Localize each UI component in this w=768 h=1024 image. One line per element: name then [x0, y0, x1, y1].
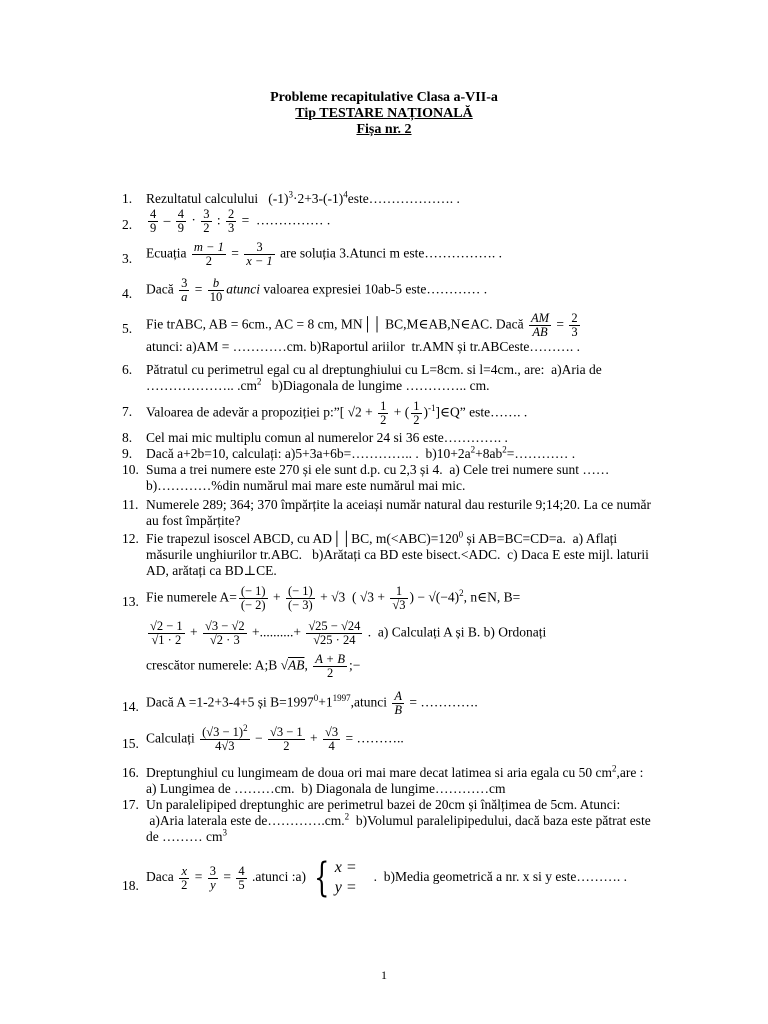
- document-title: Probleme recapitulative Clasa a-VII-a: [270, 90, 498, 105]
- document-subtitle: Tip TESTARE NAȚIONALĂ: [295, 106, 473, 121]
- page-number: 1: [381, 968, 387, 982]
- document-page: Probleme recapitulative Clasa a-VII-a Tip TESTARE NAȚIONALĂ Fișa nr. 2 1. Rezultatul calculului $(-1)^3\cdot 2+3-(-1)^4este\dots\dots\dots\dots\dots\dots$. . 2. $\frac{4}{9}$ – $\frac{4}{9}$ · $\frac{3}{2}$ : $\frac{2}{3}$ = …………… . 3. Ecuația $\frac{m - 1}{2}$ = $\frac{3}{x - 1}$ are soluția 3.Atunci m este……………. . 4. Dacă $\frac{3}{a}$ = $\frac{b}{10}$ atunci valoarea expresiei 10ab-5 este………… . 5. Fie trABC, AB = 6cm., AC = 8 cm, MN││ BC,M∈AB,N∈AC. Dacă $\frac{AM}{AB}$ = $\frac{2}{3}$ atunci: a)AM = …………cm. b)Raportul ariilor tr.AMN și tr.ABCeste………. . 6. Pătratul cu perimetrul egal cu al dreptunghiului cu L=8cm. si l=4cm., are: a)Aria de ……………….. $.cm^2$ b)Diagonala de lungime ………….. cm. 7. Valoarea de adevăr a propoziției p:”[ √2 + $\frac{1}{2}$ + ( $\frac{1}{2}$ )$^{-1}$]∈Q” este……. . 8. Cel mai mic multiplu comun al numerelor 24 si 36 este…………. . 9. Dacă a+2b=10, calculați: a)5+3a+6b=………….. . $b)10+2a^2+8ab^2=\dots\dots\dots\dots$ . 10. Suma a trei numere este 270 și ele sunt d.p. cu 2,3 și 4. a) Cele trei numere sunt …… b)…………%din numărul mai mare este numărul mai mic. 11. Numerele 289; 364; 370 împărțite la aceiași număr natural dau resturile 9;14;20. La ce număr au fost împărțite? 12. Fie trapezul isoscel ABCD, cu AD││BC, $m(<ABC)=120^0$ și AB=BC=CD=a. a) Aflați măsurile unghiurilor tr.ABC. b)Arătați ca BD este bisect.<ADC. c) Daca E este mijl. laturii AD, arătați ca BD⊥CE. 13. Fie numerele A= $\frac{(- 1)}{(- 2)}$ + $\frac{(- 1)}{(- 3)}$ + √3 ( √3 + $\frac{1}{√3}$ ) − $√(-4)^2$, n∈N, B= $\frac{√2 - 1}{√1 \cdot 2}$ + $\frac{√3 - √2}{√2 \cdot 3}$ +..........+ $\frac{√25 - √24}{√25 \cdot 24}$ . a) Calculați A și B. b) Ordonați crescător numerele: A;B √AB, $\frac{A + B}{2}$ ;− 14. Dacă A =1-2+3-4+5 și $B=1997^0+1^{1997},atunci$ $\frac{A}{B}$ = …………. 15. Calculați $\frac{(√3 - 1)^2}{4√3}$ − $\frac{√3 - 1}{2}$ + $\frac{√3}{4}$ = ……….. 16. Dreptunghiul cu lungimeam de doua ori mai mare decat latimea si aria egala cu 50 $cm^2,are$ : a) Lungimea de ………cm. b) Diagonala de lungime…………cm 17. Un paralelipiped dreptunghic are perimetrul bazei de 20cm și înălțimea de 5cm. Atunci: a)Aria laterala este de………….cm.$^2$ b)Volumul paralelipipedului, dacă baza este pătrat este de ……… $cm^3$ 18. Daca $\frac{x}{2}$ = $\frac{3}{y}$ = $\frac{4}{5}$ .atunci :a) { x = y = . b)Media geometrică a nr. x si y este………. . 1: [0, 0, 768, 1024]
- sheet-number: Fișa nr. 2: [356, 122, 412, 137]
